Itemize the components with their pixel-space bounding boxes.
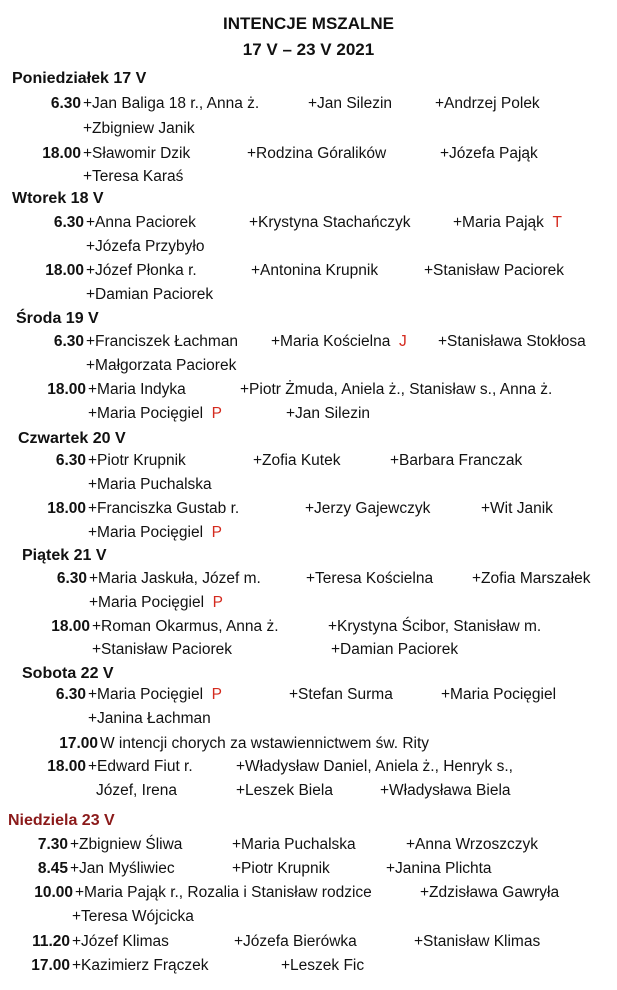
- intention-entry: [236, 758, 513, 776]
- intention-text: W intencji chorych za wstawiennictwem św. Rity: [100, 735, 430, 752]
- mass-time: 18.00: [47, 500, 86, 517]
- intention-text: +Stanisław Paciorek: [424, 262, 564, 279]
- intention-entry: [83, 120, 195, 138]
- intention-entry: [232, 836, 356, 854]
- mass-time: 17.00: [59, 735, 98, 752]
- intention-text: +Jerzy Gajewczyk: [305, 500, 431, 517]
- mass-time: 6.30: [53, 333, 84, 350]
- intention-entry: [435, 95, 540, 113]
- intention-entry: [481, 500, 553, 518]
- intention-text: +Krystyna Stachańczyk: [249, 214, 411, 231]
- intention-entry: [72, 908, 194, 926]
- intention-mark: P: [204, 594, 223, 611]
- intention-text: +Stefan Surma: [289, 686, 393, 703]
- mass-time: 6.30: [50, 95, 81, 112]
- intention-mark: P: [203, 686, 222, 703]
- intention-entry: [281, 957, 364, 975]
- intention-entry: [100, 735, 429, 753]
- intention-entry: [83, 168, 183, 186]
- intention-text: +Antonina Krupnik: [251, 262, 379, 279]
- intention-text: +Maria Pająk r., Rozalia i Stanisław rodzice: [75, 884, 372, 901]
- intention-mark: J: [390, 333, 407, 350]
- intention-text: +Piotr Żmuda, Aniela ż., Stanisław s., Anna ż.: [240, 381, 553, 398]
- intention-entry: [72, 957, 209, 975]
- day-heading: Środa 19 V: [16, 310, 99, 327]
- intention-text: Józef, Irena: [96, 782, 177, 799]
- intention-text: +Zofia Marszałek: [472, 570, 591, 587]
- mass-time: 11.20: [32, 933, 70, 950]
- intention-text: +Maria Indyka: [88, 381, 186, 398]
- intention-entry: [420, 884, 559, 902]
- mass-time: 8.45: [37, 860, 68, 877]
- intention-entry: [390, 452, 522, 470]
- day-heading: Niedziela 23 V: [8, 812, 115, 829]
- intention-entry: [86, 262, 197, 280]
- intention-text: +Stanisława Stokłosa: [438, 333, 586, 350]
- intention-text: +Władysław Daniel, Aniela ż., Henryk s.,: [236, 758, 513, 775]
- intention-text: +Maria Pocięgiel: [441, 686, 557, 703]
- intention-text: +Wit Janik: [481, 500, 553, 517]
- intention-text: +Józefa Pająk: [440, 145, 538, 162]
- intention-text: +Zofia Kutek: [253, 452, 341, 469]
- intention-text: +Andrzej Polek: [435, 95, 540, 112]
- intention-text: +Leszek Fic: [281, 957, 365, 974]
- intention-entry: [232, 860, 330, 878]
- mass-time: 18.00: [45, 262, 84, 279]
- intention-entry: [305, 500, 430, 518]
- intention-text: +Teresa Kościelna: [306, 570, 434, 587]
- intention-entry: [271, 333, 407, 351]
- intention-text: +Maria Pocięgiel: [88, 686, 204, 703]
- intention-text: +Sławomir Dzik: [83, 145, 191, 162]
- intention-text: +Jan Silezin: [308, 95, 393, 112]
- intention-text: +Józefa Bierówka: [234, 933, 357, 950]
- intention-entry: [83, 145, 190, 163]
- intention-entry: [406, 836, 538, 854]
- intention-text: +Piotr Krupnik: [88, 452, 186, 469]
- intention-entry: [88, 405, 222, 423]
- intention-text: +Maria Pocięgiel: [89, 594, 205, 611]
- intention-text: +Józefa Przybyło: [86, 238, 205, 255]
- intention-entry: [472, 570, 590, 588]
- intention-entry: [88, 452, 186, 470]
- intention-entry: [247, 145, 386, 163]
- intention-text: +Damian Paciorek: [86, 286, 214, 303]
- intention-text: +Roman Okarmus, Anna ż.: [92, 618, 279, 635]
- intention-entry: [234, 933, 357, 951]
- intention-entry: [308, 95, 392, 113]
- intention-text: +Jan Baliga 18 r., Anna ż.: [83, 95, 260, 112]
- day-heading: Piątek 21 V: [22, 547, 107, 564]
- mass-time: 6.30: [55, 452, 86, 469]
- mass-time: 7.30: [37, 836, 68, 853]
- intention-entry: [251, 262, 378, 280]
- intention-entry: [86, 238, 204, 256]
- intention-entry: [328, 618, 541, 636]
- intention-entry: [424, 262, 564, 280]
- intention-entry: [89, 570, 261, 588]
- intention-entry: [414, 933, 540, 951]
- page-title: INTENCJE MSZALNE: [223, 14, 394, 33]
- date-range: 17 V – 23 V 2021: [242, 40, 375, 59]
- intention-entry: [83, 95, 259, 113]
- intention-entry: [86, 214, 196, 232]
- intention-mark: P: [203, 524, 222, 541]
- intention-entry: [70, 836, 182, 854]
- intention-entry: [96, 782, 177, 800]
- intention-entry: [306, 570, 433, 588]
- intention-text: +Franciszka Gustab r.: [88, 500, 240, 517]
- mass-time: 6.30: [55, 686, 86, 703]
- intention-entry: [88, 524, 222, 542]
- intention-text: +Leszek Biela: [236, 782, 333, 799]
- intention-text: +Krystyna Ścibor, Stanisław m.: [328, 618, 542, 635]
- mass-time: 18.00: [47, 381, 86, 398]
- day-heading: Sobota 22 V: [22, 665, 114, 682]
- intention-entry: [289, 686, 393, 704]
- intention-text: +Jan Silezin: [286, 405, 371, 422]
- intention-text: +Maria Pocięgiel: [88, 405, 204, 422]
- intention-mark: T: [543, 214, 562, 231]
- intention-text: +Maria Kościelna: [271, 333, 391, 350]
- intention-text: +Maria Puchalska: [88, 476, 212, 493]
- mass-time: 17.00: [31, 957, 70, 974]
- intention-text: +Maria Jaskuła, Józef m.: [89, 570, 261, 587]
- intention-entry: [89, 594, 223, 612]
- intention-text: +Stanisław Paciorek: [92, 641, 232, 658]
- intention-entry: [386, 860, 492, 878]
- intention-text: +Rodzina Góralików: [247, 145, 387, 162]
- day-heading: Poniedziałek 17 V: [12, 70, 147, 87]
- intention-entry: [70, 860, 175, 878]
- intention-entry: [72, 933, 169, 951]
- intention-text: +Janina Plichta: [386, 860, 492, 877]
- mass-time: 18.00: [47, 758, 86, 775]
- intention-text: +Anna Paciorek: [86, 214, 196, 231]
- intention-text: +Władysława Biela: [380, 782, 511, 799]
- intention-text: +Stanisław Klimas: [414, 933, 541, 950]
- intention-entry: [440, 145, 538, 163]
- intention-text: +Maria Pająk: [453, 214, 544, 231]
- intention-text: +Franciszek Łachman: [86, 333, 239, 350]
- intention-text: +Barbara Franczak: [390, 452, 523, 469]
- day-heading: Wtorek 18 V: [12, 190, 104, 207]
- intention-text: +Józef Klimas: [72, 933, 169, 950]
- mass-time: 18.00: [51, 618, 90, 635]
- intention-text: +Józef Płonka r.: [86, 262, 197, 279]
- intention-entry: [240, 381, 552, 399]
- intention-text: +Janina Łachman: [88, 710, 211, 727]
- intention-text: +Kazimierz Frączek: [72, 957, 209, 974]
- intention-entry: [331, 641, 458, 659]
- intention-entry: [286, 405, 370, 423]
- intention-entry: [88, 758, 193, 776]
- intention-text: +Damian Paciorek: [331, 641, 459, 658]
- intention-entry: [438, 333, 586, 351]
- intention-mark: P: [203, 405, 222, 422]
- mass-time: 18.00: [42, 145, 81, 162]
- intention-text: +Zdzisława Gawryła: [420, 884, 560, 901]
- intention-text: +Małgorzata Paciorek: [86, 357, 237, 374]
- intention-entry: [92, 618, 279, 636]
- intention-entry: [75, 884, 372, 902]
- day-heading: Czwartek 20 V: [18, 430, 126, 447]
- intention-entry: [86, 286, 213, 304]
- intention-text: +Zbigniew Śliwa: [70, 836, 183, 853]
- intention-text: +Teresa Karaś: [83, 168, 184, 185]
- intention-text: +Maria Puchalska: [232, 836, 356, 853]
- intention-text: +Anna Wrzoszczyk: [406, 836, 538, 853]
- intention-entry: [453, 214, 562, 232]
- intention-text: +Teresa Wójcicka: [72, 908, 194, 925]
- intention-entry: [86, 333, 238, 351]
- intention-entry: [88, 476, 212, 494]
- intention-entry: [253, 452, 340, 470]
- intention-entry: [88, 710, 211, 728]
- intention-text: +Jan Myśliwiec: [70, 860, 175, 877]
- intention-entry: [88, 381, 186, 399]
- intention-text: +Maria Pocięgiel: [88, 524, 204, 541]
- intention-entry: [88, 686, 222, 704]
- mass-time: 6.30: [53, 214, 84, 231]
- intention-entry: [88, 500, 239, 518]
- intention-entry: [236, 782, 333, 800]
- intention-entry: [92, 641, 232, 659]
- intention-entry: [380, 782, 511, 800]
- intention-entry: [249, 214, 411, 232]
- mass-time: 6.30: [56, 570, 87, 587]
- intention-text: +Edward Fiut r.: [88, 758, 193, 775]
- intention-text: +Zbigniew Janik: [83, 120, 195, 137]
- intention-entry: [86, 357, 236, 375]
- intention-entry: [441, 686, 556, 704]
- mass-time: 10.00: [34, 884, 73, 901]
- intention-text: +Piotr Krupnik: [232, 860, 330, 877]
